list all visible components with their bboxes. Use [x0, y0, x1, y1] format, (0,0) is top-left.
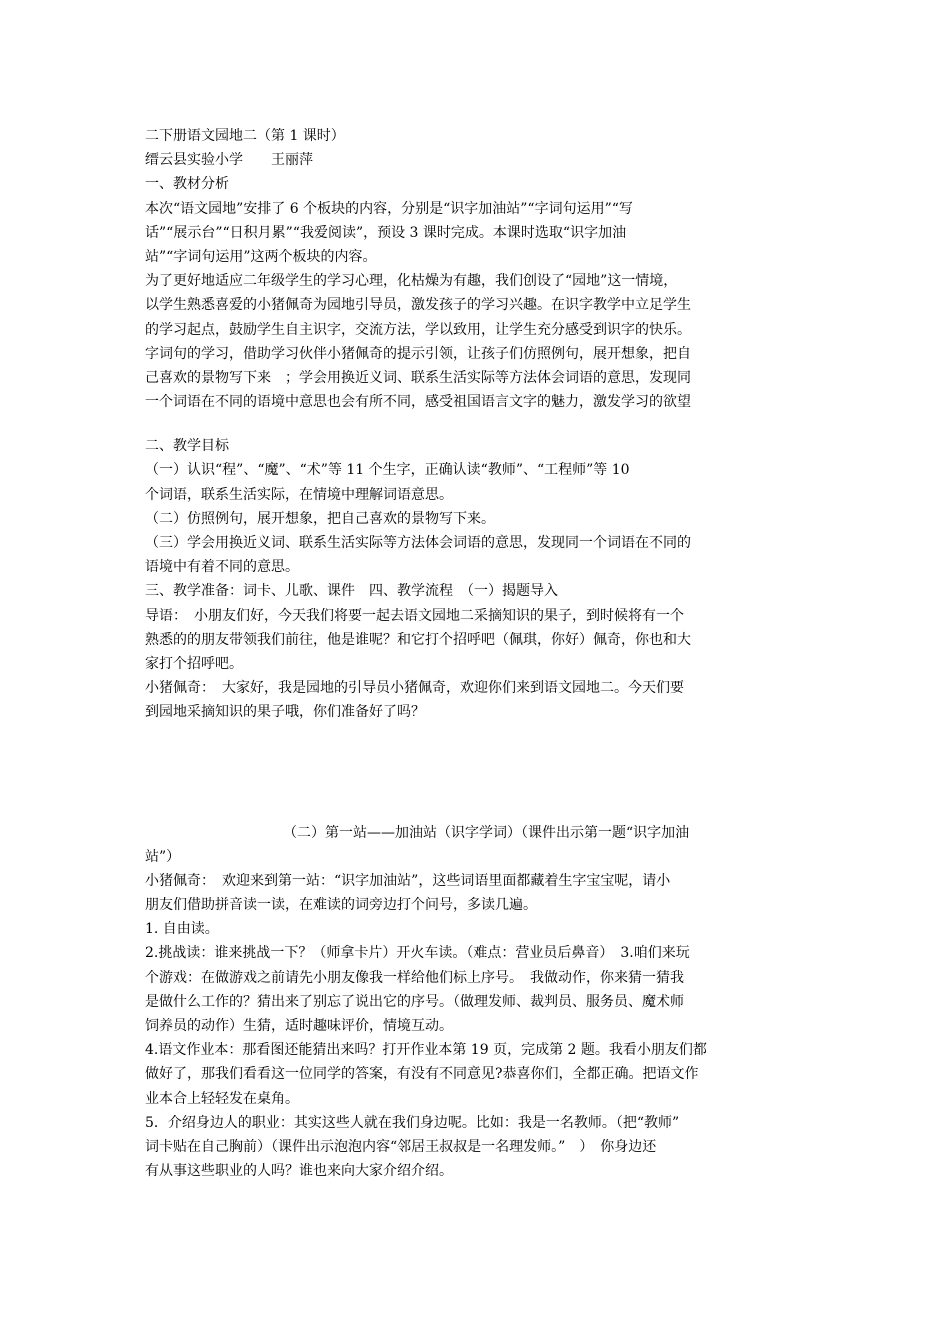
text-line: 导语： 小朋友们好，今天我们将要一起去语文园地二采摘知识的果子，到时候将有一个 — [145, 607, 684, 624]
teaching-goals — [145, 458, 809, 579]
section-heading-2: 二、教学目标 — [145, 438, 229, 455]
activity-steps — [145, 917, 809, 1183]
step-line: 词卡贴在自己胸前）（课件出示泡泡内容“邻居王叔叔是一名理发师。” ） 你身边还 — [145, 1138, 657, 1155]
step-line: 做好了，那我们看看这一位同学的答案，有没有不同意见?恭喜你们，全都正确。把语文作 — [145, 1066, 699, 1083]
step-line: 个游戏：在做游戏之前请先小朋友像我一样给他们标上序号。 我做动作，你来猜一猜我 — [145, 969, 684, 986]
paragraph-textbook-overview — [145, 197, 809, 270]
text-line: 小猪佩奇： 欢迎来到第一站：“识字加油站”，这些词语里面都藏着生字宝宝呢，请小 — [145, 872, 671, 889]
text-line: 一个词语在不同的语境中意思也会有所不同，感受祖国语言文字的魅力，激发学习的欲望 — [145, 394, 691, 411]
text-line: 为了更好地适应二年级学生的学习心理，化枯燥为有趣，我们创设了“园地”这一情境， — [145, 273, 678, 290]
text-line: 小猪佩奇： 大家好，我是园地的引导员小猪佩奇，欢迎你们来到语文园地二。今天们要 — [145, 680, 684, 697]
intro-dialogue — [145, 604, 809, 677]
author-line: 缙云县实验小学 王丽萍 — [145, 152, 313, 169]
paragraph-design-rationale — [145, 269, 809, 414]
text-line: 站”） — [145, 848, 181, 865]
step-line: 业本合上轻轻发在桌角。 — [145, 1090, 299, 1107]
text-line: 家打个招呼吧。 — [145, 655, 243, 672]
text-line: （二）第一站——加油站（识字学词）（课件出示第一题“识字加油 — [283, 824, 690, 841]
text-line: 本次“语文园地”安排了 6 个板块的内容，分别是“识字加油站”“字词句运用”“写 — [145, 200, 633, 217]
text-line: 熟悉的的朋友带领我们前往，他是谁呢？和它打个招呼吧（佩琪，你好）佩奇，你也和大 — [145, 631, 691, 648]
step-line: 1. 自由读。 — [145, 921, 219, 938]
document-body — [145, 124, 809, 1183]
text-line: 字词句的学习，借助学习伙伴小猪佩奇的提示引领，让孩子们仿照例句，展开想象，把自 — [145, 345, 691, 362]
text-line: 以学生熟悉喜爱的小猪佩奇为园地引导员，激发孩子的学习兴趣。在识字教学中立足学生 — [145, 297, 691, 314]
document-title: 二下册语文园地二（第 1 课时） — [145, 128, 345, 144]
text-line: 己喜欢的景物写下来 ；学会用换近义词、联系生活实际等方法体会词语的意思，发现同 — [145, 369, 691, 386]
step-line: 有从事这些职业的人吗？谁也来向大家介绍介绍。 — [145, 1163, 453, 1180]
text-line: 到园地采摘知识的果子哦，你们准备好了吗？ — [145, 704, 425, 721]
peppa-dialogue-1 — [145, 676, 809, 724]
step-line: 是做什么工作的？猜出来了别忘了说出它的序号。（做理发师、裁判员、服务员、魔术师 — [145, 993, 684, 1010]
step-line: 饲养员的动作）生猜，适时趣味评价，情境互动。 — [145, 1018, 453, 1034]
section-heading-1: 一、教材分析 — [145, 176, 229, 193]
goal-line: （一）认识“程”、“魔”、“术”等 11 个生字，正确认读“教师”、“工程师”等 10 — [145, 462, 630, 479]
goal-line: 个词语，联系生活实际，在情境中理解词语意思。 — [145, 486, 453, 503]
text-line: 的学习起点，鼓励学生自主识字，交流方法，学以致用，让学生充分感受到识字的快乐。 — [145, 321, 691, 338]
goal-line: （二）仿照例句，展开想象，把自己喜欢的景物写下来。 — [145, 510, 495, 527]
step-line: 2.挑战读：谁来挑战一下？（师拿卡片）开火车读。（难点：营业员后鼻音） 3.咱们来玩 — [145, 945, 690, 962]
section-heading-3: 三、教学准备：词卡、儿歌、课件 四、教学流程 （一）揭题导入 — [145, 583, 558, 600]
step-line: 5．介绍身边人的职业：其实这些人就在我们身边呢。比如：我是一名教师。（把“教师” — [145, 1114, 680, 1131]
station-one-heading — [145, 821, 809, 869]
text-line: 朋友们借助拼音读一读，在难读的词旁边打个问号，多读几遍。 — [145, 897, 537, 914]
goal-line: （三）学会用换近义词、联系生活实际等方法体会词语的意思，发现同一个词语在不同的 — [145, 535, 691, 551]
step-line: 4.语文作业本：那看图还能猜出来吗？打开作业本第 19 页，完成第 2 题。我看小朋友们都 — [145, 1042, 707, 1059]
peppa-dialogue-2 — [145, 869, 809, 917]
text-line: 站”“字词句运用”这两个板块的内容。 — [145, 248, 377, 265]
goal-line: 语境中有着不同的意思。 — [145, 559, 299, 576]
text-line: 话”“展示台”“日积月累”“我爱阅读”，预设 3 课时完成。本课时选取“识字加油 — [145, 224, 627, 241]
